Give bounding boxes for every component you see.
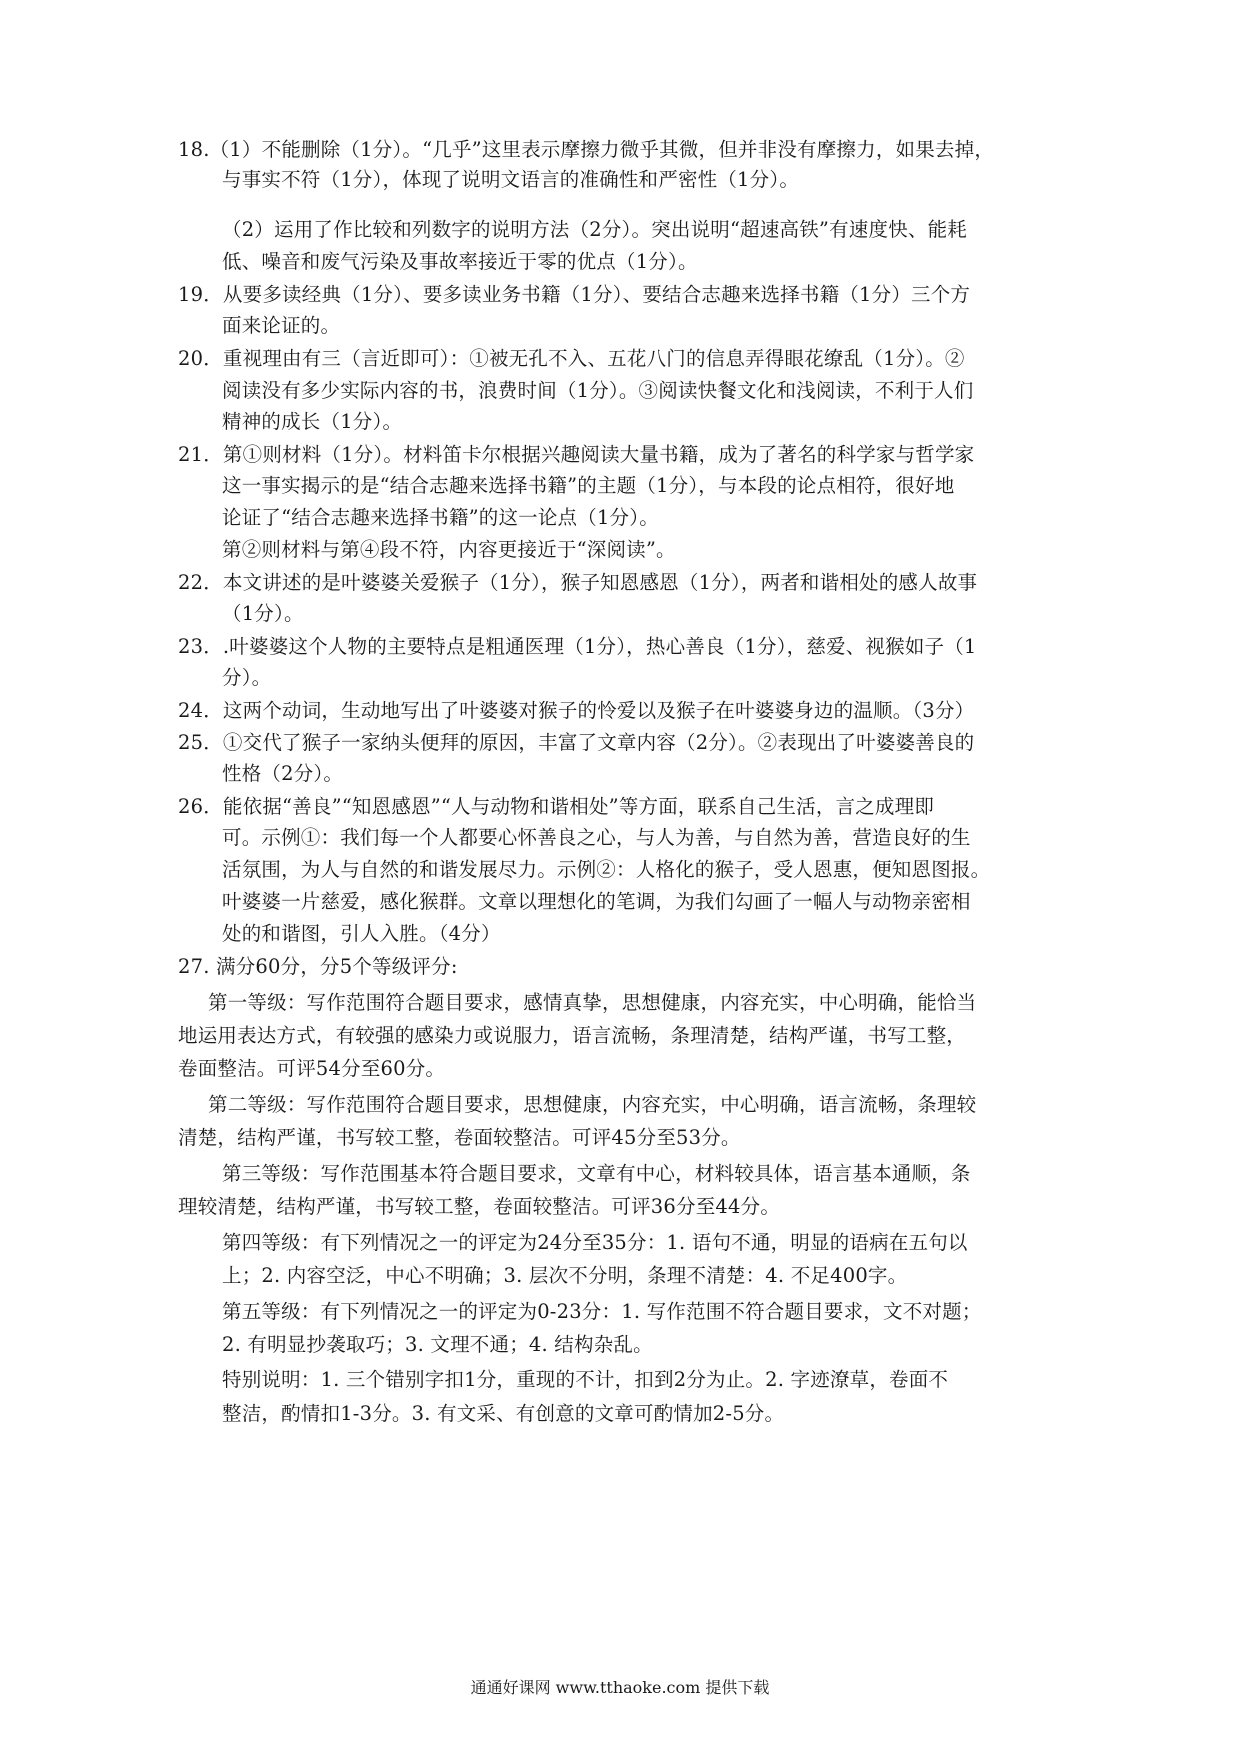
- q23-line-2: 分）。: [222, 666, 272, 689]
- q27-line-8: 理较清楚，结构严谨，书写较工整，卷面较整洁。可评36分至44分。: [178, 1195, 781, 1218]
- q27-line-6: 清楚，结构严谨，书写较工整，卷面较整洁。可评45分至53分。: [178, 1126, 741, 1149]
- q19-line-2: 面来论证的。: [222, 314, 341, 337]
- q19-line-1: 19．从要多读经典（1分）、要多读业务书籍（1分）、要结合志趣来选择书籍（1分）三个方: [178, 283, 971, 306]
- q23-line-1: 23．.叶婆婆这个人物的主要特点是粗通医理（1分），热心善良（1分），慈爱、视猴如子（1: [178, 635, 977, 658]
- q21-line-3: 论证了“结合志趣来选择书籍”的这一论点（1分）。: [222, 506, 659, 529]
- q27-line-3: 地运用表达方式，有较强的感染力或说服力，语言流畅，条理清楚，结构严谨，书写工整，: [178, 1024, 967, 1047]
- q18-line-3: （2）运用了作比较和列数字的说明方法（2分）。突出说明“超速高铁”有速度快、能耗: [222, 218, 968, 241]
- q18-line-4: 低、噪音和废气污染及事故率接近于零的优点（1分）。: [222, 250, 698, 273]
- q27-line-7: 第三等级：写作范围基本符合题目要求，文章有中心，材料较具体，语言基本通顺，条: [222, 1162, 971, 1185]
- q21-line-1: 21．第①则材料（1分）。材料笛卡尔根据兴趣阅读大量书籍，成为了著名的科学家与哲学家: [178, 443, 975, 466]
- q24-line-1: 24．这两个动词，生动地写出了叶婆婆对猴子的怜爱以及猴子在叶婆婆身边的温顺。（3分）: [178, 699, 975, 722]
- q27-line-4: 卷面整洁。可评54分至60分。: [178, 1057, 446, 1080]
- q20-line-3: 精神的成长（1分）。: [222, 410, 403, 433]
- q22-line-2: （1分）。: [222, 602, 304, 625]
- q26-line-2: 可。示例①：我们每一个人都要心怀善良之心，与人为善，与自然为善，营造良好的生: [222, 826, 971, 849]
- q27-line-14: 整洁，酌情扣1-3分。3. 有文采、有创意的文章可酌情加2-5分。: [222, 1402, 785, 1425]
- download-footer: 通通好课网 www.tthaoke.com 提供下载: [470, 1678, 770, 1697]
- q27-line-2: 第一等级：写作范围符合题目要求，感情真挚，思想健康，内容充实，中心明确，能恰当: [208, 991, 977, 1014]
- q27-line-1: 27. 满分60分，分5个等级评分:: [178, 955, 458, 978]
- q27-line-10: 上；2. 内容空泛，中心不明确；3. 层次不分明，条理不清楚：4. 不足400字。: [222, 1264, 908, 1287]
- q26-line-1: 26．能依据“善良”“知恩感恩”“人与动物和谐相处”等方面，联系自己生活，言之成理即: [178, 795, 935, 818]
- q26-line-5: 处的和谐图，引人入胜。（4分）: [222, 922, 501, 945]
- q25-line-1: 25．①交代了猴子一家纳头便拜的原因，丰富了文章内容（2分）。②表现出了叶婆婆善良的: [178, 731, 975, 754]
- q27-line-9: 第四等级：有下列情况之一的评定为24分至35分：1. 语句不通，明显的语病在五句以: [222, 1231, 968, 1254]
- q18-line-2: 与事实不符（1分），体现了说明文语言的准确性和严密性（1分）。: [222, 168, 800, 191]
- q27-line-11: 第五等级：有下列情况之一的评定为0-23分：1. 写作范围不符合题目要求，文不对题；: [222, 1300, 982, 1323]
- q22-line-1: 22．本文讲述的是叶婆婆关爱猴子（1分），猴子知恩感恩（1分），两者和谐相处的感人故事: [178, 571, 978, 594]
- q27-line-5: 第二等级：写作范围符合题目要求，思想健康，内容充实，中心明确，语言流畅，条理较: [208, 1093, 977, 1116]
- q20-line-1: 20．重视理由有三（言近即可）：①被无孔不入、五花八门的信息弄得眼花缭乱（1分）。②: [178, 347, 965, 370]
- q27-line-12: 2. 有明显抄袭取巧；3. 文理不通；4. 结构杂乱。: [222, 1333, 653, 1356]
- q26-line-4: 叶婆婆一片慈爱，感化猴群。文章以理想化的笔调，为我们勾画了一幅人与动物亲密相: [222, 890, 971, 913]
- q21-line-4: 第②则材料与第④段不符，内容更接近于“深阅读”。: [222, 538, 676, 561]
- q27-line-13: 特别说明：1. 三个错别字扣1分，重现的不计，扣到2分为止。2. 字迹潦草，卷面不: [222, 1368, 949, 1391]
- q20-line-2: 阅读没有多少实际内容的书，浪费时间（1分）。③阅读快餐文化和浅阅读，不利于人们: [222, 379, 974, 402]
- q21-line-2: 这一事实揭示的是“结合志趣来选择书籍”的主题（1分），与本段的论点相符，很好地: [222, 474, 955, 497]
- q18-line-1: 18.（1）不能删除（1分）。“几乎”这里表示摩擦力微乎其微，但并非没有摩擦力，如果去掉，: [178, 138, 995, 161]
- q26-line-3: 活氛围，为人与自然的和谐发展尽力。示例②：人格化的猴子，受人恩惠，便知恩图报。: [222, 858, 991, 881]
- q25-line-2: 性格（2分）。: [222, 762, 344, 785]
